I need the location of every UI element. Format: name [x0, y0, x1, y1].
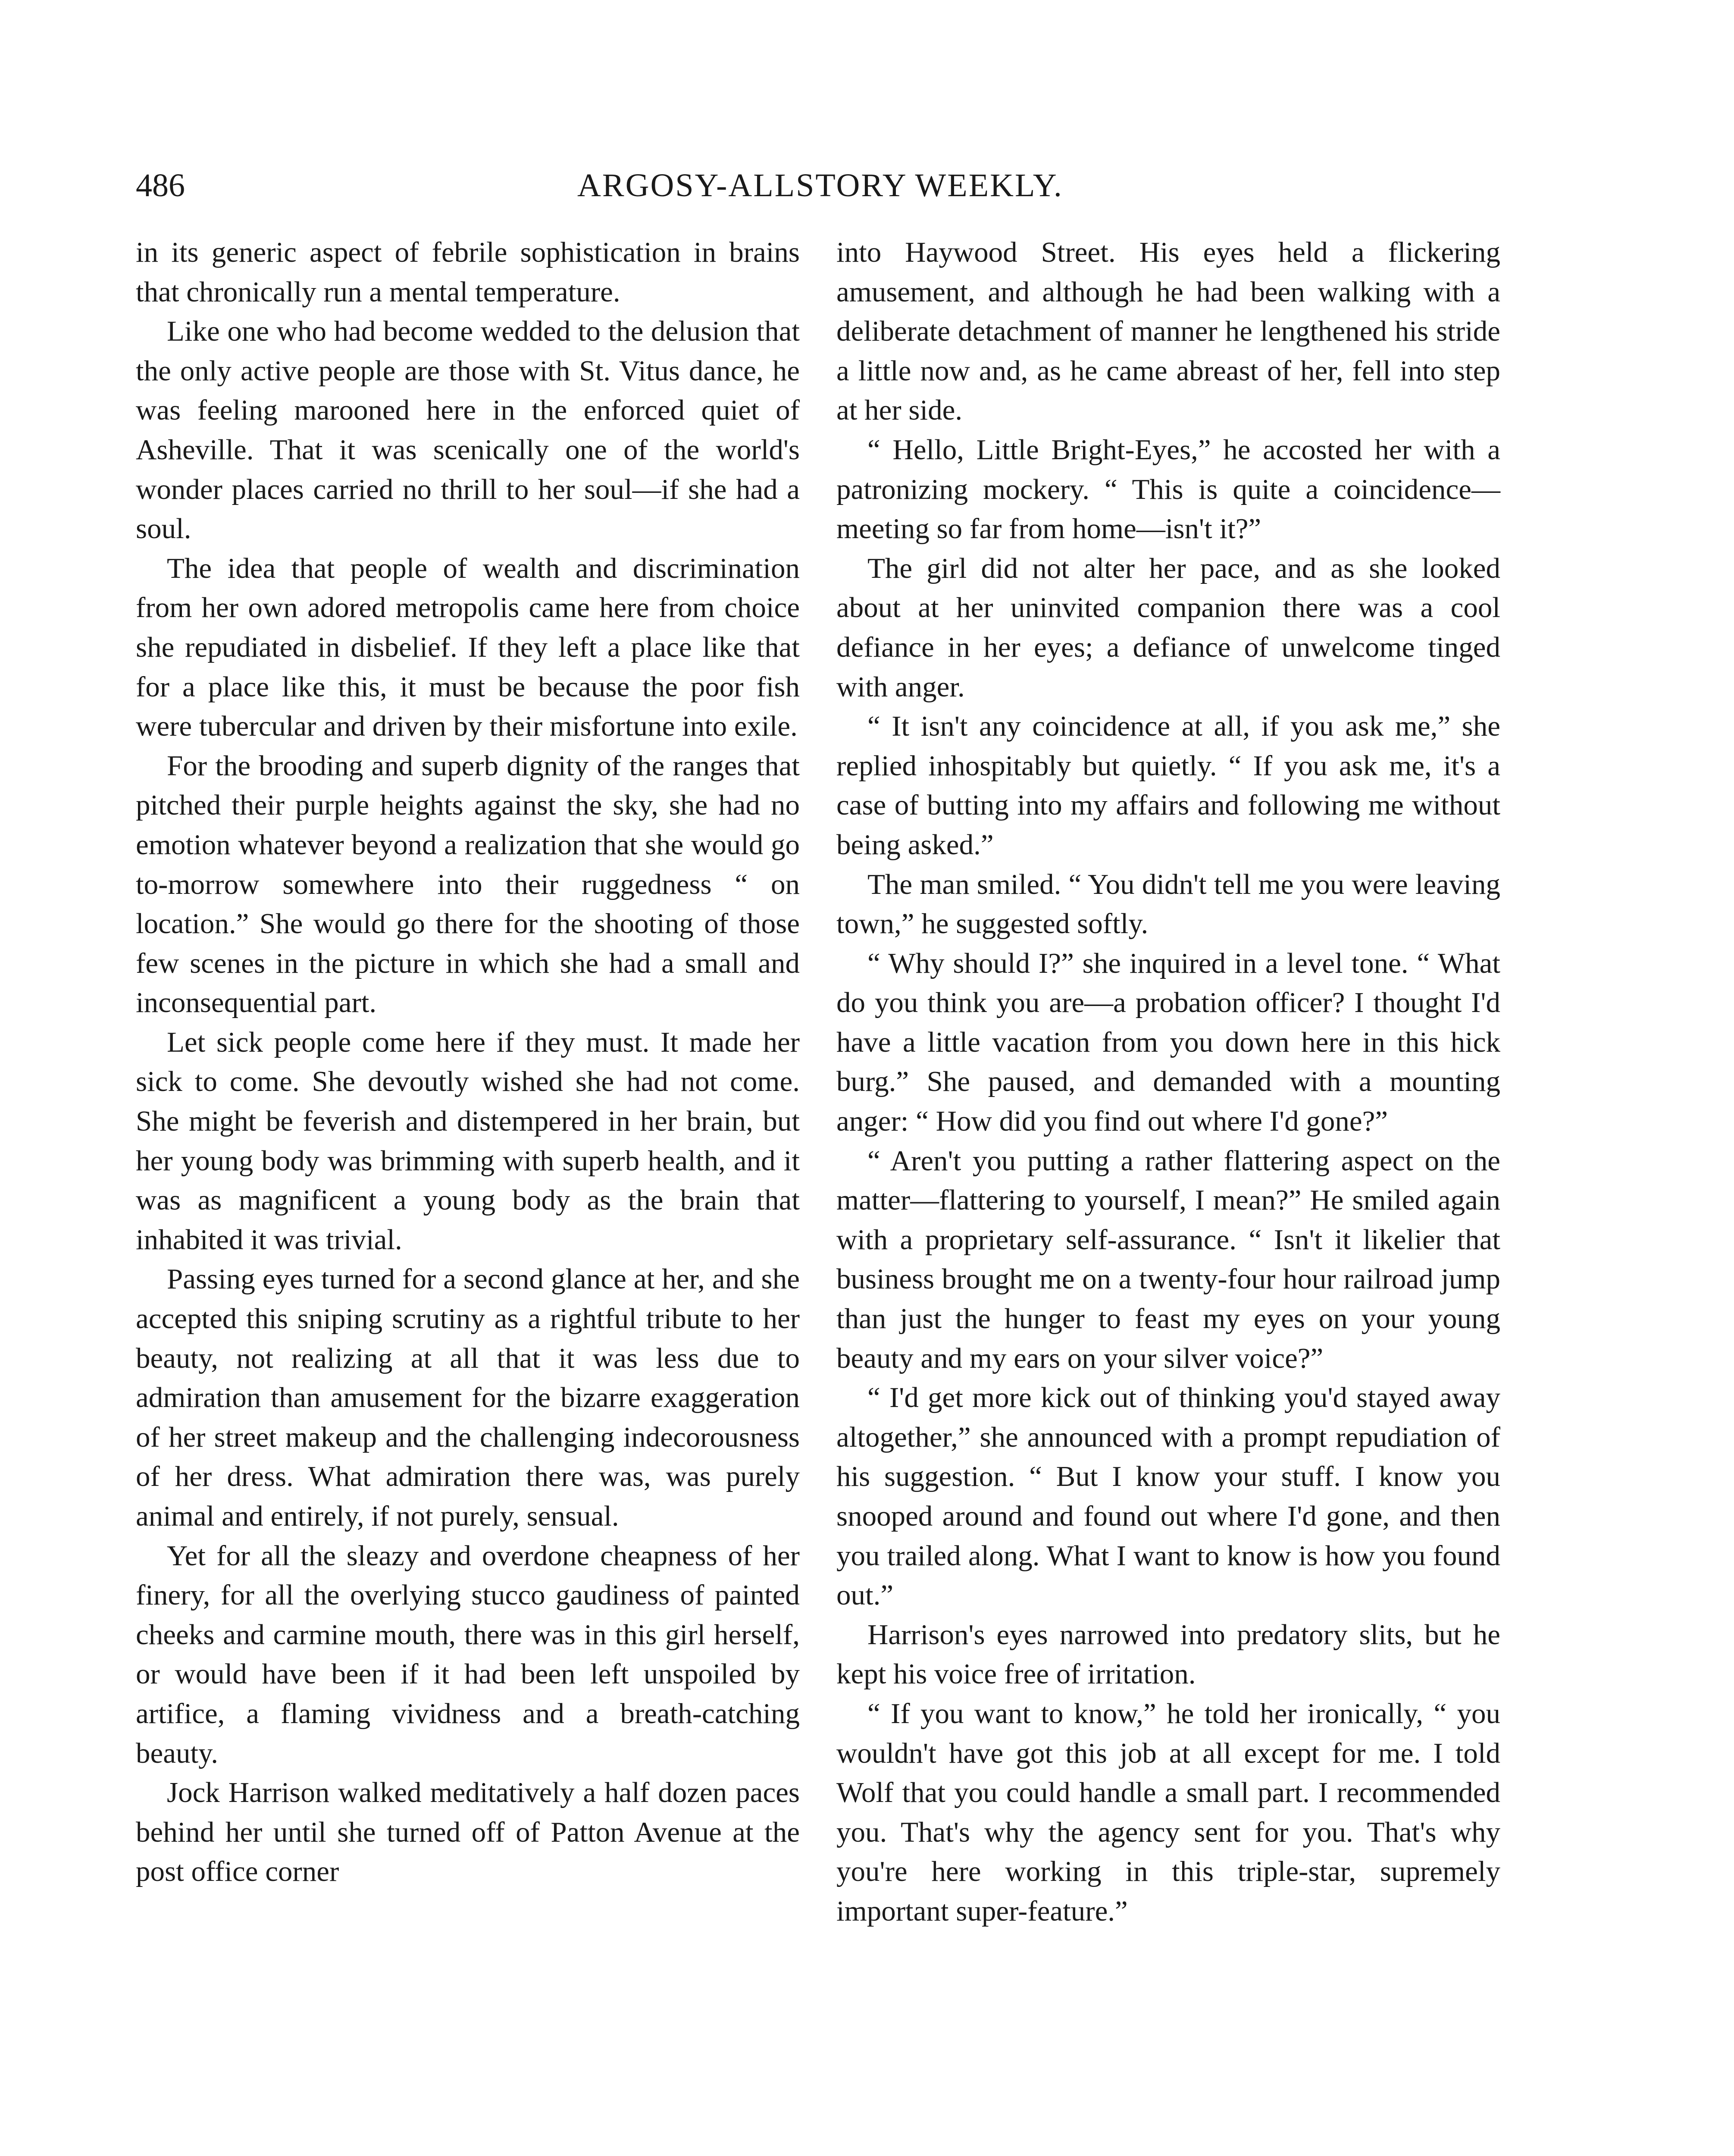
paragraph: “ I'd get more kick out of thinking you'd stayed away altogether,” she announced with a prompt repudiation of his suggestion. “ But I know your stuff. I know you snooped around and found out where I'd gone, and then you trailed along. What I want to know is how you found out.” [836, 1382, 1500, 1611]
paragraph: “ Aren't you putting a rather flattering aspect on the matter—flattering to yourself, I mean?” He smiled again with a proprietary self-assurance. “ Isn't it likelier that business brought me on a twenty-four hour railroad jump than just the hunger to feast my eyes on your young beauty and my ears on your silver voice?” [836, 1144, 1500, 1374]
running-title: ARGOSY-ALLSTORY WEEKLY. [577, 167, 1063, 204]
paragraph: “ Why should I?” she inquired in a level tone. “ What do you think you are—a probation officer? I thought I'd have a little vacation from you down here in this hick burg.” She paused, and demanded with a mounting anger: “ How did you find out where I'd gone?” [836, 947, 1500, 1138]
paragraph: The girl did not alter her pace, and as she looked about at her uninvited companion there was a cool defiance in her eyes; a defiance of unwelcome tinged with anger. [836, 552, 1500, 703]
paragraph: “ Hello, Little Bright-Eyes,” he accosted her with a patronizing mockery. “ This is quite a coincidence—meeting so far from home—isn't it?” [836, 433, 1500, 545]
paragraph: For the brooding and superb dignity of the ranges that pitched their purple heights against the sky, she had no emotion whatever beyond a realization that she would go to-morrow somewhere into their ruggedness “ on location.” She would go there for the shooting of those few scenes in the picture in which she had a small and inconsequential part. [136, 749, 800, 1019]
right-column [836, 233, 1500, 1931]
paragraph: Let sick people come here if they must. It made her sick to come. She devoutly wished she had not come. She might be feverish and distempered in her brain, but her young body was brimming with superb health, and it was as magnificent a young body as the brain that inhabited it was trivial. [136, 1026, 800, 1256]
paragraph: Passing eyes turned for a second glance at her, and she accepted this sniping scrutiny as a rightful tribute to her beauty, not realizing at all that it was less due to admiration than amusement for the bizarre exaggeration of her street makeup and the challenging indecorousness of her dress. What admiration there was, was purely animal and entirely, if not purely, sensual. [136, 1263, 800, 1532]
paragraph: “ It isn't any coincidence at all, if you ask me,” she replied inhospitably but quietly. “ If you ask me, it's a case of butting into my affairs and following me without being asked.” [836, 710, 1500, 861]
paragraph: into Haywood Street. His eyes held a flickering amusement, and although he had been walking with a deliberate detachment of manner he lengthened his stride a little now and, as he came abreast of her, fell into step at her side. [836, 236, 1500, 426]
paragraph: Like one who had become wedded to the delusion that the only active people are those with St. Vitus dance, he was feeling marooned here in the enforced quiet of Asheville. That it was scenically one of the world's wonder places carried no thrill to her soul—if she had a soul. [136, 315, 800, 545]
paragraph: Harrison's eyes narrowed into predatory slits, but he kept his voice free of irritation. [836, 1618, 1500, 1690]
paragraph: in its generic aspect of febrile sophistication in brains that chronically run a mental temperature. [136, 236, 800, 308]
page-header [136, 164, 1505, 207]
paragraph: Yet for all the sleazy and overdone cheapness of her finery, for all the overlying stucco gaudiness of painted cheeks and carmine mouth, there was in this girl herself, or would have been if it had been left unspoiled by artifice, a flaming vividness and a breath-catching beauty. [136, 1539, 800, 1769]
left-column [136, 233, 800, 1892]
page-number: 486 [136, 167, 185, 204]
paragraph: The man smiled. “ You didn't tell me you were leaving town,” he suggested softly. [836, 868, 1500, 940]
paragraph: The idea that people of wealth and discrimination from her own adored metropolis came here from choice she repudiated in disbelief. If they left a place like that for a place like this, it must be because the poor fish were tubercular and driven by their misfortune into exile. [136, 552, 800, 743]
paragraph: “ If you want to know,” he told her ironically, “ you wouldn't have got this job at all except for me. I told Wolf that you could handle a small part. I recommended you. That's why the agency sent for you. That's why you're here working in this triple-star, supremely important super-feature.” [836, 1697, 1500, 1927]
paragraph: Jock Harrison walked meditatively a half dozen paces behind her until she turned off of Patton Avenue at the post office corner [136, 1777, 800, 1888]
